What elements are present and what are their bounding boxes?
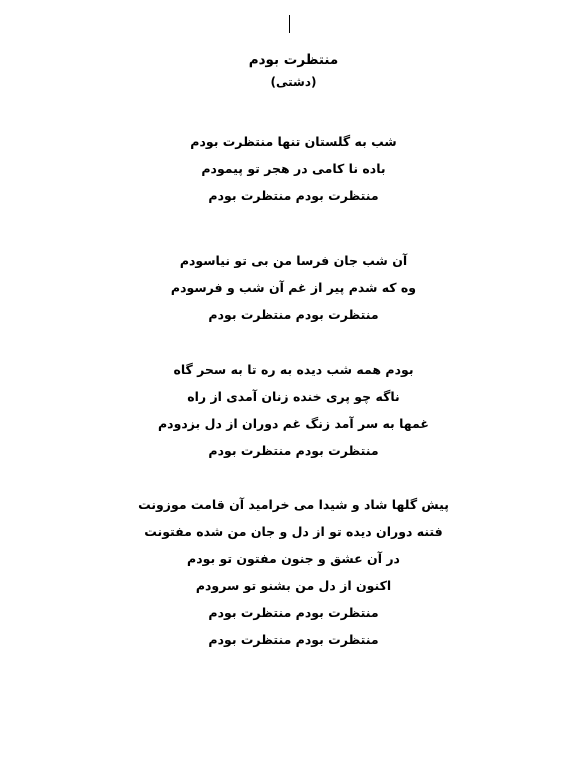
poem-line: منتظرت بودم منتظرت بودم [208,632,379,647]
poem-subtitle: (دشتی) [270,75,317,89]
poem-line: اکنون از دل من بشنو تو سرودم [195,578,392,593]
stanza-4 [0,491,587,653]
poem-line: باده نا کامی در هجر تو پیمودم [201,161,386,176]
poem-line: شب به گلستان تنها منتظرت بودم [190,134,397,149]
text-cursor [289,15,290,33]
poem-line: منتظرت بودم منتظرت بودم [208,605,379,620]
poem-line: در آن عشق و جنون مفتون تو بودم [187,551,400,566]
poem-line: آن شب جان فرسا من بی تو نیاسودم [179,253,408,268]
poem-line: منتظرت بودم منتظرت بودم [208,443,379,458]
stanza-3 [0,356,587,464]
poem-line: پیش گلها شاد و شیدا می خرامید آن قامت موزونت [138,497,449,512]
poem-line: ناگه چو پری خنده زنان آمدی از راه [187,389,400,404]
poem-line: فتنه دوران دیده تو از دل و جان من شده مفتونت [144,524,443,539]
poem-line: بودم همه شب دیده به ره تا به سحر گاه [173,362,414,377]
poem-title: منتظرت بودم [248,52,339,68]
poem-line: منتظرت بودم منتظرت بودم [208,307,379,322]
poem-document [0,48,587,653]
stanza-2 [0,247,587,328]
stanza-1 [0,128,587,209]
poem-line: وه که شدم پیر از غم آن شب و فرسودم [170,280,417,295]
poem-line: غمها به سر آمد زنگ غم دوران از دل بزدودم [158,416,429,431]
poem-line: منتظرت بودم منتظرت بودم [208,188,379,203]
